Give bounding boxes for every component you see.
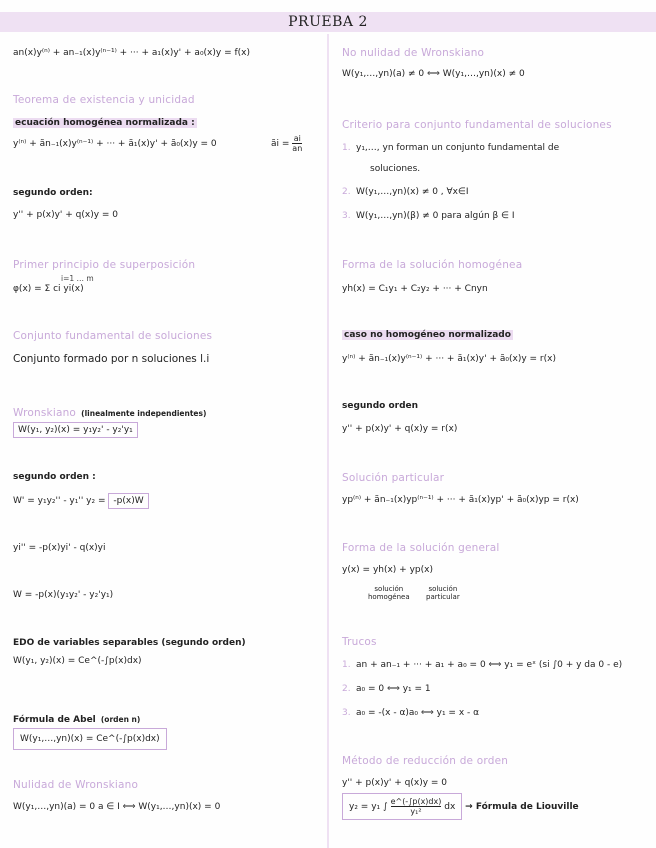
label-second-order-1: segundo orden: (13, 188, 93, 198)
formula-wronskian-non-nullity: W(y₁,…,yn)(a) ≠ 0 ⟺ W(y₁,…,yn)(x) ≠ 0 (342, 69, 525, 79)
criterion-3-number: 3. (342, 211, 351, 221)
formula-w: W = -p(x)(y₁y₂' - y₂'y₁) (13, 590, 114, 600)
criterion-2-text: W(y₁,…,yn)(x) ≠ 0 , ∀x∈I (356, 187, 469, 197)
liouville-dx: dx (444, 802, 456, 812)
formula-second-order: y'' + p(x)y' + q(x)y = r(x) (342, 424, 458, 434)
liouville-lhs: y₂ = y₁ ∫ (349, 802, 388, 812)
formula-abel: W(y₁,…,yn)(x) = Ce^(-∫p(x)dx) (13, 728, 167, 750)
trick-3 (342, 708, 479, 718)
page-title: PRUEBA 2 (288, 14, 368, 30)
formula-particular-solution: yp⁽ⁿ⁾ + ãn₋₁(x)yp⁽ⁿ⁻¹⁾ + ··· + ã₁(x)yp' + ã₀(x)yp = r(x) (342, 495, 579, 505)
trick-2-number: 2. (342, 684, 351, 694)
heading-particular-solution: Solución particular (342, 472, 445, 484)
ai-tilde-numerator: ai (293, 134, 301, 143)
heading-existence-uniqueness: Teorema de existencia y unicidad (13, 94, 195, 106)
heading-order-reduction: Método de reducción de orden (342, 755, 509, 767)
note-particular-1: solución (428, 585, 458, 593)
trick-2-text: a₀ = 0 ⟺ y₁ = 1 (356, 684, 431, 694)
label-liouville: → Fórmula de Liouville (465, 802, 579, 812)
trick-1-number: 1. (342, 660, 351, 670)
liouville-numerator: e^(-∫p(x)dx) (390, 797, 442, 806)
note-particular (426, 585, 460, 601)
formula-second-order-1: y'' + p(x)y' + q(x)y = 0 (13, 210, 119, 220)
formula-phi: φ(x) = Σ ci yi(x) (13, 284, 84, 294)
label-abel-note: (orden n) (100, 715, 141, 724)
heading-superposition: Primer principio de superposición (13, 259, 196, 271)
label-nonhomogeneous: caso no homogéneo normalizado (344, 330, 511, 340)
ai-tilde-denominator: an (292, 144, 303, 153)
column-divider (327, 34, 329, 848)
criterion-2-number: 2. (342, 187, 351, 197)
label-abel: Fórmula de Abel (13, 715, 96, 725)
trick-3-number: 3. (342, 708, 351, 718)
label-normalized-homogeneous: ecuación homogénea normalizada : (15, 118, 195, 128)
criterion-3-text: W(y₁,…,yn)(β) ≠ 0 para algún β ∈ I (356, 211, 515, 221)
label-separable-edo: EDO de variables separables (segundo orden) (13, 638, 246, 648)
abel-heading-row (13, 707, 140, 726)
heading-tricks: Trucos (342, 636, 377, 648)
liouville-fraction (391, 797, 442, 816)
note-homogeneous-1: solución (374, 585, 404, 593)
wronskian-note: (linealmente independientes) (81, 409, 207, 418)
formula-ai-tilde (271, 134, 302, 153)
formula-nonhomogeneous: y⁽ⁿ⁾ + ãn₋₁(x)y⁽ⁿ⁻¹⁾ + ··· + ã₁(x)y' + ã₀(x)y = r(x) (342, 354, 556, 364)
note-particular-2: particular (426, 593, 460, 601)
formula-separable-edo: W(y₁, y₂)(x) = Ce^(-∫p(x)dx) (13, 656, 142, 666)
ai-tilde-lhs: ãi = (271, 139, 290, 149)
criterion-1 (342, 143, 559, 153)
formula-normalized-homogeneous: y⁽ⁿ⁾ + ãn₋₁(x)y⁽ⁿ⁻¹⁾ + ··· + ã₁(x)y' + ã₀(x)y = 0 (13, 139, 217, 149)
formula-order-reduction-2-row (342, 793, 579, 820)
formula-liouville-box (342, 793, 462, 820)
criterion-3 (342, 211, 514, 221)
trick-2 (342, 684, 431, 694)
note-homogeneous (368, 585, 410, 601)
label-second-order: segundo orden (342, 401, 419, 411)
heading-general-solution: Forma de la solución general (342, 542, 500, 554)
criterion-2 (342, 187, 469, 197)
heading-fundamental-criterion: Criterio para conjunto fundamental de soluciones (342, 119, 612, 131)
general-edo: an(x)y⁽ⁿ⁾ + an₋₁(x)y⁽ⁿ⁻¹⁾ + ··· + a₁(x)y' + a₀(x)y = f(x) (13, 48, 251, 58)
formula-general-solution: y(x) = yh(x) + yp(x) (342, 565, 433, 575)
criterion-1-text: y₁,…, yn forman un conjunto fundamental de (356, 143, 560, 153)
criterion-1-text-2: soluciones. (370, 164, 421, 174)
formula-order-reduction-1: y'' + p(x)y' + q(x)y = 0 (342, 778, 448, 788)
heading-homogeneous-solution: Forma de la solución homogénea (342, 259, 523, 271)
heading-wronskian-row (13, 401, 206, 420)
text-fundamental-set: Conjunto formado por n soluciones l.i (13, 353, 210, 365)
criterion-1-number: 1. (342, 143, 351, 153)
formula-wprime-box: -p(x)W (108, 493, 148, 509)
formula-homogeneous-solution: yh(x) = C₁y₁ + C₂y₂ + ··· + Cnyn (342, 284, 488, 294)
formula-wronskian-nullity: W(y₁,…,yn)(a) = 0 a ∈ I ⟺ W(y₁,…,yn)(x) = 0 (13, 802, 221, 812)
formula-wprime: W' = y₁y₂'' - y₁'' y₂ = (13, 496, 106, 506)
heading-wronskian-non-nullity: No nulidad de Wronskiano (342, 47, 485, 59)
liouville-denominator: y₁² (410, 807, 422, 816)
trick-1 (342, 660, 622, 670)
ai-tilde-fraction (292, 134, 302, 153)
heading-wronskian: Wronskiano (13, 407, 77, 419)
note-homogeneous-2: homogénea (368, 593, 410, 601)
formula-wprime-row (13, 496, 149, 506)
formula-yi: yi'' = -p(x)yi' - q(x)yi (13, 543, 106, 553)
heading-fundamental-set: Conjunto fundamental de soluciones (13, 330, 213, 342)
formula-wronskian: W(y₁, y₂)(x) = y₁y₂' - y₂'y₁ (13, 422, 138, 438)
trick-1-text: an + an₋₁ + ··· + a₁ + a₀ = 0 ⟺ y₁ = eˣ (si ∫0 + y da 0 - e) (356, 660, 623, 670)
heading-wronskian-nullity: Nulidad de Wronskiano (13, 779, 139, 791)
trick-3-text: a₀ = -(x - α)a₀ ⟺ y₁ = x - α (356, 708, 480, 718)
label-second-order-2: segundo orden : (13, 472, 96, 482)
formula-phi-limits: i=1 … m (61, 274, 94, 283)
